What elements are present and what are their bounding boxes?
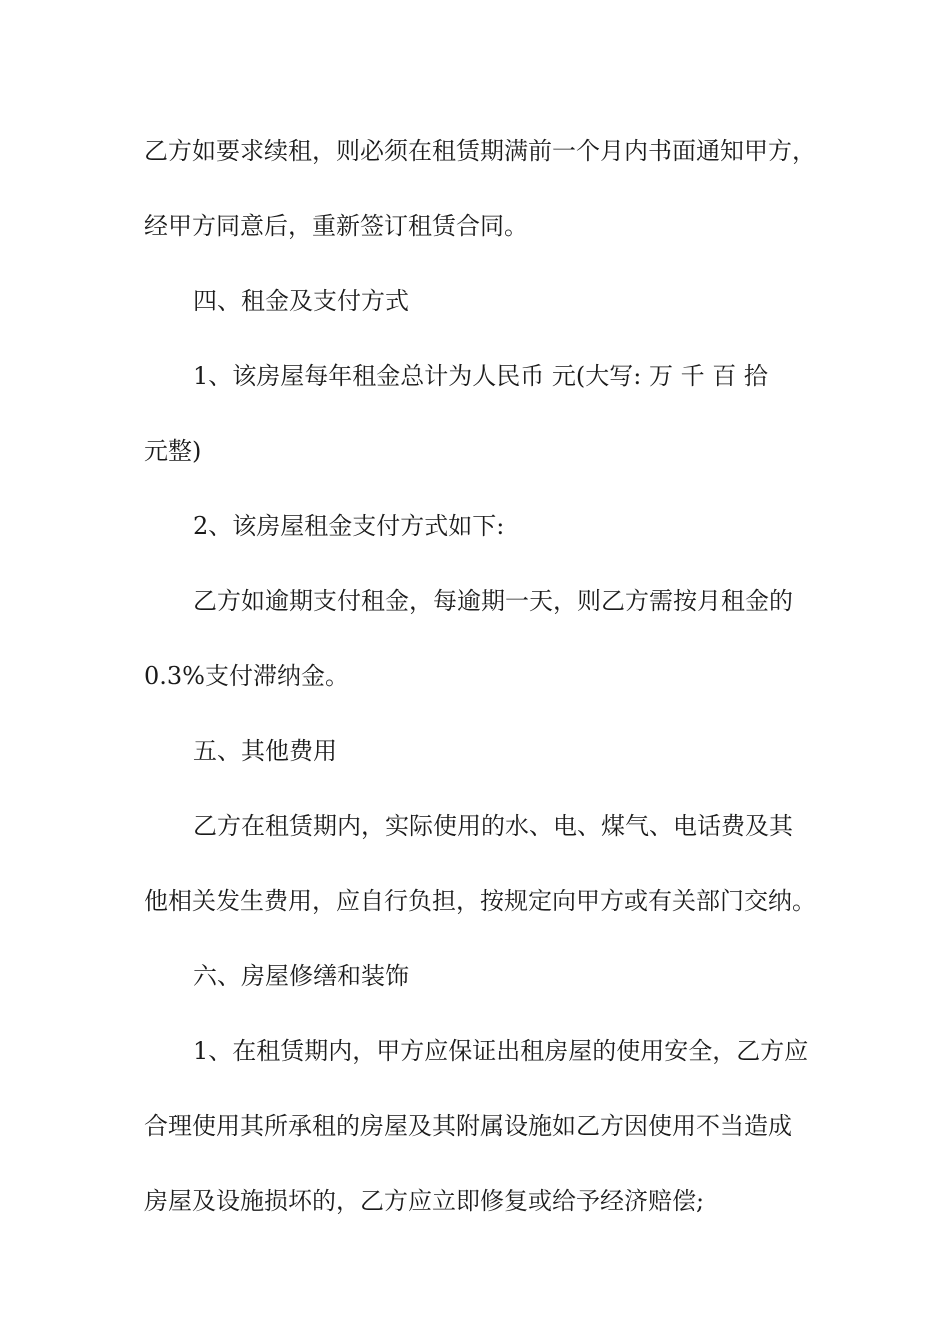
paragraph-line: 乙方在租赁期内，实际使用的水、电、煤气、电话费及其 xyxy=(193,812,793,840)
section-heading-repairs: 六、房屋修缮和装饰 xyxy=(193,962,409,990)
paragraph-line: 0.3%支付滞纳金。 xyxy=(144,662,349,690)
paragraph-line: 2、该房屋租金支付方式如下: xyxy=(193,512,505,540)
paragraph-line: 1、在租赁期内，甲方应保证出租房屋的使用安全，乙方应 xyxy=(193,1037,809,1065)
section-heading-rent: 四、租金及支付方式 xyxy=(193,287,409,315)
paragraph-line: 他相关发生费用，应自行负担，按规定向甲方或有关部门交纳。 xyxy=(144,887,816,915)
paragraph-line: 乙方如要求续租，则必须在租赁期满前一个月内书面通知甲方， xyxy=(144,137,816,165)
paragraph-line: 经甲方同意后，重新签订租赁合同。 xyxy=(144,212,528,240)
paragraph-line: 合理使用其所承租的房屋及其附属设施如乙方因使用不当造成 xyxy=(144,1112,792,1140)
paragraph-line: 房屋及设施损坏的，乙方应立即修复或给予经济赔偿; xyxy=(144,1187,705,1215)
paragraph-line: 乙方如逾期支付租金，每逾期一天，则乙方需按月租金的 xyxy=(193,587,793,615)
section-heading-other-fees: 五、其他费用 xyxy=(193,737,337,765)
paragraph-line: 1、该房屋每年租金总计为人民币 元(大写: 万 千 百 拾 xyxy=(193,362,768,390)
paragraph-line: 元整) xyxy=(144,437,202,465)
